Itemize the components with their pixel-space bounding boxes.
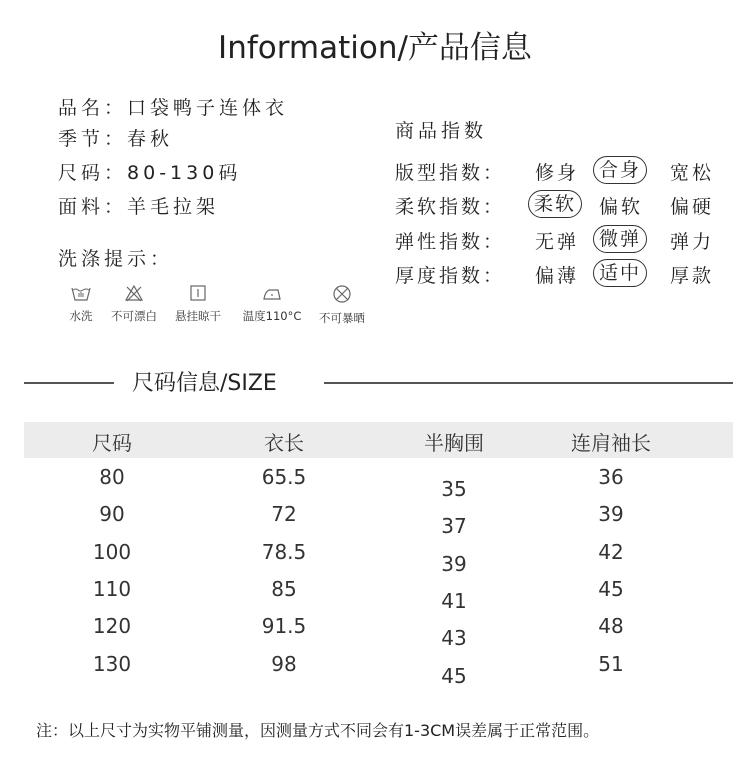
- washing-title: 洗涤提示：: [58, 248, 174, 270]
- table-cell: 51: [598, 651, 624, 676]
- iron-icon: [261, 284, 283, 302]
- info-value: 80-130码: [127, 162, 242, 184]
- info-label: 季节：: [58, 128, 128, 150]
- index-label: 弹性指数：: [395, 231, 506, 253]
- care-item: [237, 284, 307, 324]
- info-row-name: [58, 93, 288, 120]
- table-cell: 48: [598, 614, 624, 639]
- info-label: 面料：: [58, 196, 128, 218]
- index-option: 宽松: [670, 162, 715, 184]
- index-option: 修身: [535, 162, 580, 184]
- table-cell: 37: [441, 514, 467, 539]
- hang-dry-icon: [189, 284, 207, 302]
- index-option: 无弹: [535, 231, 580, 253]
- table-cell: 72: [271, 502, 297, 527]
- divider-left: [24, 382, 114, 384]
- index-option-selected: 微弹: [593, 225, 647, 253]
- index-label: 版型指数：: [395, 162, 506, 184]
- size-section-title: 尺码信息/SIZE: [132, 371, 277, 396]
- column-header-length: 衣长: [264, 431, 304, 455]
- info-row-fabric: [58, 192, 219, 219]
- table-cell: 78.5: [261, 539, 307, 564]
- care-label: 水洗: [69, 309, 93, 323]
- table-cell: 91.5: [261, 614, 307, 639]
- info-label: 品名：: [58, 97, 128, 119]
- table-cell: 85: [271, 576, 297, 601]
- index-title: 商品指数: [395, 120, 488, 142]
- table-cell: 80: [99, 465, 125, 489]
- info-value: 春秋: [127, 128, 174, 150]
- table-cell: 39: [598, 502, 624, 527]
- table-cell: 42: [598, 539, 624, 564]
- table-cell: 100: [92, 539, 132, 564]
- index-option: 偏薄: [535, 265, 580, 287]
- table-cell: 35: [441, 477, 467, 501]
- index-option-selected: 适中: [593, 259, 647, 287]
- column-header-size: 尺码: [92, 431, 132, 455]
- table-cell: 65.5: [261, 465, 307, 489]
- table-cell: 45: [441, 663, 467, 688]
- divider-right: [324, 382, 733, 384]
- care-item: [163, 284, 233, 324]
- no-sun-icon: [332, 284, 352, 304]
- table-cell: 41: [441, 588, 467, 613]
- index-option-selected: 合身: [593, 156, 647, 184]
- care-item: [307, 284, 377, 326]
- info-row-season: [58, 124, 173, 151]
- index-label: 柔软指数：: [395, 196, 506, 218]
- care-label: 不可暴晒: [319, 311, 365, 325]
- care-label: 不可漂白: [111, 309, 157, 323]
- care-label: 温度110°C: [242, 309, 302, 323]
- hand-wash-icon: [70, 284, 92, 302]
- index-option-selected: 柔软: [528, 190, 582, 218]
- index-option: 偏软: [599, 196, 644, 218]
- info-row-size: [58, 158, 241, 185]
- table-cell: 90: [99, 502, 125, 527]
- measurement-note: 注：以上尺寸为实物平铺测量，因测量方式不同会有1-3CM误差属于正常范围。: [36, 721, 600, 740]
- table-cell: 36: [598, 465, 624, 489]
- column-header-chest: 半胸围: [424, 431, 484, 455]
- table-cell: 120: [92, 614, 132, 639]
- table-cell: 110: [92, 576, 132, 601]
- page-title: Information/产品信息: [218, 30, 532, 66]
- info-value: 羊毛拉架: [127, 196, 220, 218]
- column-header-sleeve: 连肩袖长: [571, 431, 651, 455]
- no-bleach-icon: [124, 284, 144, 302]
- index-option: 厚款: [670, 265, 715, 287]
- care-item: [99, 284, 169, 324]
- table-cell: 130: [92, 651, 132, 676]
- index-option: 偏硬: [670, 196, 715, 218]
- index-option: 弹力: [670, 231, 715, 253]
- index-label: 厚度指数：: [395, 265, 506, 287]
- table-cell: 98: [271, 651, 297, 676]
- table-cell: 39: [441, 551, 467, 576]
- table-cell: 43: [441, 626, 467, 651]
- care-label: 悬挂晾干: [175, 309, 221, 323]
- info-value: 口袋鸭子连体衣: [127, 97, 289, 119]
- table-cell: 45: [598, 576, 624, 601]
- info-label: 尺码：: [58, 162, 128, 184]
